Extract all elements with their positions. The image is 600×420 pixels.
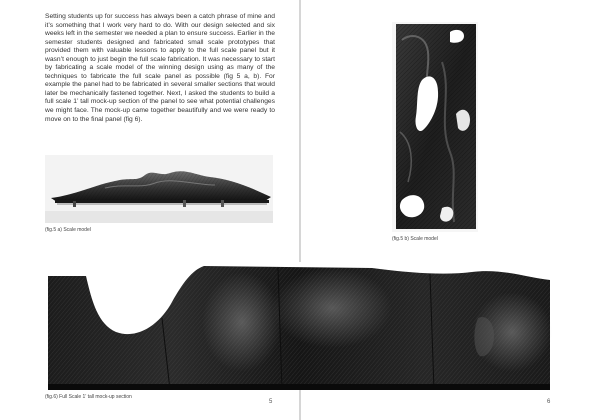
mockup-section-image bbox=[42, 262, 552, 390]
fig5b-caption: (fig.5 b) Scale model bbox=[392, 236, 438, 242]
fig5a-caption: (fig.5 a) Scale model bbox=[45, 227, 91, 233]
page-number-left: 5 bbox=[269, 399, 273, 405]
scale-model-side-image bbox=[45, 155, 273, 223]
mockup-section-photo bbox=[42, 262, 552, 390]
body-paragraph: Setting students up for success has always been a catch phrase of mine and it’s something that I work very hard to do. With our design selected and six weeks left in the semester we needed a plan to ensure success. Earlier in the semester students designed and fabricated small scale prototypes that provided them with valuable lessons to apply to the full scale panel but it wasn’t enough to just begin the full scale fabrication. It was necessary to start by fabricating a scale model of the winning design using as many of the techniques to fabricate the full scale panel as possible (fig 5 a, b). For example the panel had to be fabricated in several smaller sections that would later be mechanically fastened together. Next, I asked the students to build a full scale 1’ tall mock-up section of the panel to see what potential challenges we might face. The mock-up came together beautifully and we were ready to move on to the final panel (fig 6). bbox=[45, 13, 275, 123]
scale-model-top-photo bbox=[392, 22, 478, 232]
page-number-right: 6 bbox=[547, 399, 551, 405]
fig6-caption: (fig.6) Full Scale 1’ tall mock-up section bbox=[45, 394, 132, 400]
scale-model-side-photo bbox=[45, 155, 273, 223]
scale-model-top-image bbox=[392, 22, 478, 232]
